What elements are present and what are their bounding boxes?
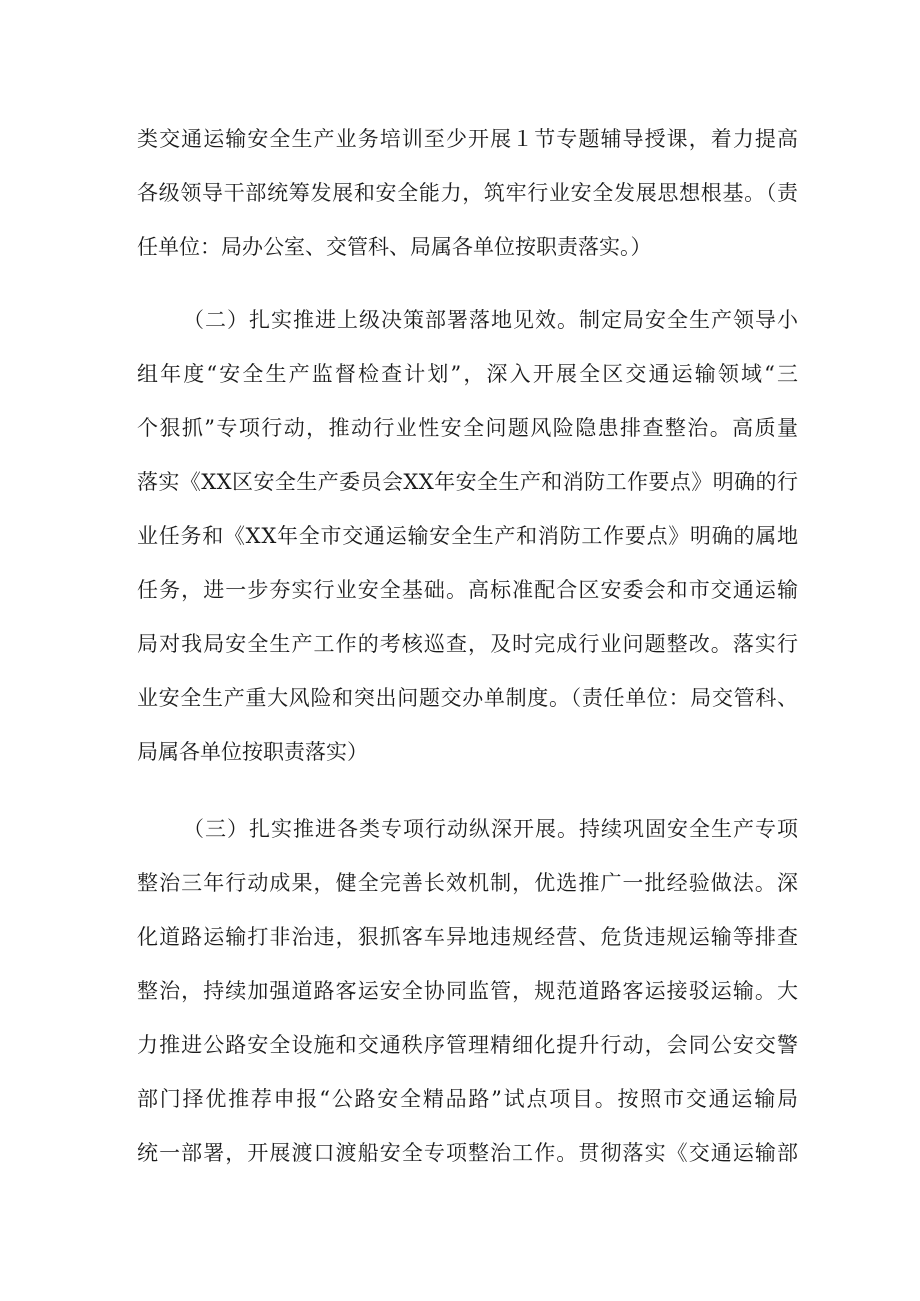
text-line bbox=[0, 465, 920, 499]
text-line-content: 化道路运输打非治违，狠抓客车异地违规经营、危货违规运输等排查 bbox=[137, 925, 800, 949]
text-line bbox=[0, 411, 920, 445]
text-line-content: 局对我局安全生产工作的考核巡查，及时完成行业问题整改。落实行 bbox=[137, 632, 800, 656]
text-line bbox=[0, 812, 920, 846]
text-line bbox=[0, 866, 920, 900]
text-line-content: 力推进公路安全设施和交通秩序管理精细化提升行动，会同公安交警 bbox=[137, 1033, 800, 1057]
text-line bbox=[0, 920, 920, 954]
text-line-content: 落实《XX区安全生产委员会XX年安全生产和消防工作要点》明确的行 bbox=[137, 470, 799, 494]
text-line-content: 整治三年行动成果，健全完善长效机制，优选推广一批经验做法。深 bbox=[137, 871, 800, 895]
text-line-content: 整治，持续加强道路客运安全协同监管，规范道路客运接驳运输。大 bbox=[137, 979, 800, 1003]
text-line bbox=[0, 735, 920, 769]
text-line bbox=[0, 573, 920, 607]
text-line-content: 统一部署，开展渡口渡船安全专项整治工作。贯彻落实《交通运输部 bbox=[137, 1141, 800, 1165]
text-line-content: 业安全生产重大风险和突出问题交办单制度。（责任单位：局交管科、 bbox=[137, 686, 799, 710]
text-line-content: 组年度“安全生产监督检查计划”，深入开展全区交通运输领域“三 bbox=[137, 362, 801, 386]
text-line bbox=[0, 303, 920, 337]
text-line-content: 任务，进一步夯实行业安全基础。高标准配合区安委会和市交通运输 bbox=[137, 578, 800, 602]
text-line-content: （二）扎实推进上级决策部署落地见效。制定局安全生产领导小 bbox=[183, 308, 799, 332]
text-line bbox=[0, 1136, 920, 1170]
text-line bbox=[0, 176, 920, 210]
text-line-content: 类交通运输安全生产业务培训至少开展１节专题辅导授课，着力提高 bbox=[137, 127, 800, 151]
text-line-content: 局属各单位按职责落实） bbox=[137, 740, 368, 764]
text-line bbox=[0, 681, 920, 715]
text-line bbox=[0, 519, 920, 553]
text-line bbox=[0, 627, 920, 661]
text-line bbox=[0, 357, 920, 391]
text-line bbox=[0, 1028, 920, 1062]
text-line bbox=[0, 1082, 920, 1116]
text-line-content: 各级领导干部统筹发展和安全能力，筑牢行业安全发展思想根基。（责 bbox=[137, 181, 799, 205]
text-line bbox=[0, 230, 920, 264]
text-line-content: 部门择优推荐申报“公路安全精品路”试点项目。按照市交通运输局 bbox=[137, 1087, 800, 1111]
text-line-content: （三）扎实推进各类专项行动纵深开展。持续巩固安全生产专项 bbox=[183, 817, 799, 841]
text-line-content: 业任务和《XX年全市交通运输安全生产和消防工作要点》明确的属地 bbox=[137, 524, 799, 548]
text-line-content: 个狠抓”专项行动，推动行业性安全问题风险隐患排查整治。高质量 bbox=[137, 416, 800, 440]
text-line bbox=[0, 974, 920, 1008]
text-line bbox=[0, 122, 920, 156]
text-line-content: 任单位：局办公室、交管科、局属各单位按职责落实。） bbox=[137, 235, 652, 259]
